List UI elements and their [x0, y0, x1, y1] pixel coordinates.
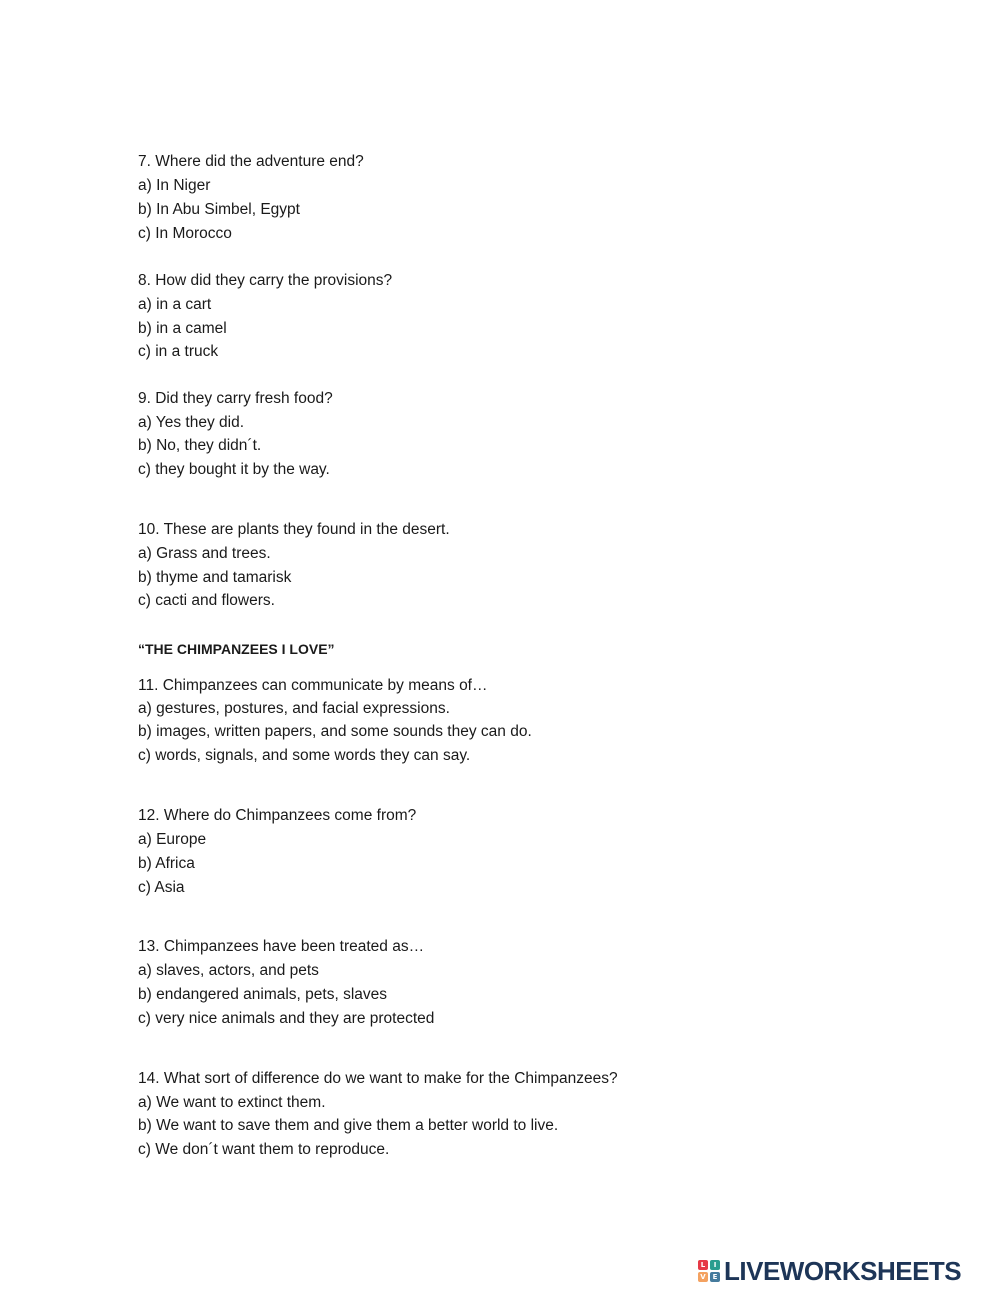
question-9-option-a: a) Yes they did.	[138, 414, 244, 431]
question-10-option-b: b) thyme and tamarisk	[138, 569, 292, 586]
question-13: 13. Chimpanzees have been treated as…	[138, 938, 425, 955]
logo-block-i: I	[710, 1260, 720, 1270]
question-7-option-b: b) In Abu Simbel, Egypt	[138, 201, 300, 218]
question-11-option-a: a) gestures, postures, and facial expressions.	[138, 700, 450, 717]
question-11-option-c: c) words, signals, and some words they can say.	[138, 747, 471, 764]
question-8: 8. How did they carry the provisions?	[138, 272, 393, 289]
question-7-option-a: a) In Niger	[138, 177, 211, 194]
question-9: 9. Did they carry fresh food?	[138, 390, 333, 407]
question-8-option-c: c) in a truck	[138, 343, 219, 360]
logo-block-l: L	[698, 1260, 708, 1270]
question-11-option-b: b) images, written papers, and some sounds they can do.	[138, 723, 532, 740]
question-9-option-b: b) No, they didn´t.	[138, 437, 262, 454]
question-12-option-a: a) Europe	[138, 831, 207, 848]
question-14-option-b: b) We want to save them and give them a better world to live.	[138, 1117, 559, 1134]
question-8-option-a: a) in a cart	[138, 296, 212, 313]
question-12-option-c: c) Asia	[138, 879, 185, 896]
question-12: 12. Where do Chimpanzees come from?	[138, 807, 417, 824]
question-14-option-a: a) We want to extinct them.	[138, 1094, 326, 1111]
question-13-option-a: a) slaves, actors, and pets	[138, 962, 319, 979]
question-14-option-c: c) We don´t want them to reproduce.	[138, 1141, 390, 1158]
logo-block-v: V	[698, 1272, 708, 1282]
question-14: 14. What sort of difference do we want to make for the Chimpanzees?	[138, 1070, 618, 1087]
question-7-option-c: c) In Morocco	[138, 225, 232, 242]
question-10: 10. These are plants they found in the desert.	[138, 521, 450, 538]
section-heading: “THE CHIMPANZEES I LOVE”	[138, 641, 335, 657]
logo-blocks-icon	[698, 1260, 720, 1282]
question-7: 7. Where did the adventure end?	[138, 153, 364, 170]
question-13-option-b: b) endangered animals, pets, slaves	[138, 986, 388, 1003]
question-12-option-b: b) Africa	[138, 855, 195, 872]
logo-text: LIVEWORKSHEETS	[724, 1256, 962, 1286]
question-8-option-b: b) in a camel	[138, 320, 227, 337]
question-10-option-c: c) cacti and flowers.	[138, 592, 275, 609]
question-11: 11. Chimpanzees can communicate by means of…	[138, 677, 488, 694]
question-13-option-c: c) very nice animals and they are protected	[138, 1010, 435, 1027]
logo-block-e: E	[710, 1272, 720, 1282]
liveworksheets-logo	[698, 1257, 961, 1285]
question-9-option-c: c) they bought it by the way.	[138, 461, 330, 478]
question-10-option-a: a) Grass and trees.	[138, 545, 271, 562]
